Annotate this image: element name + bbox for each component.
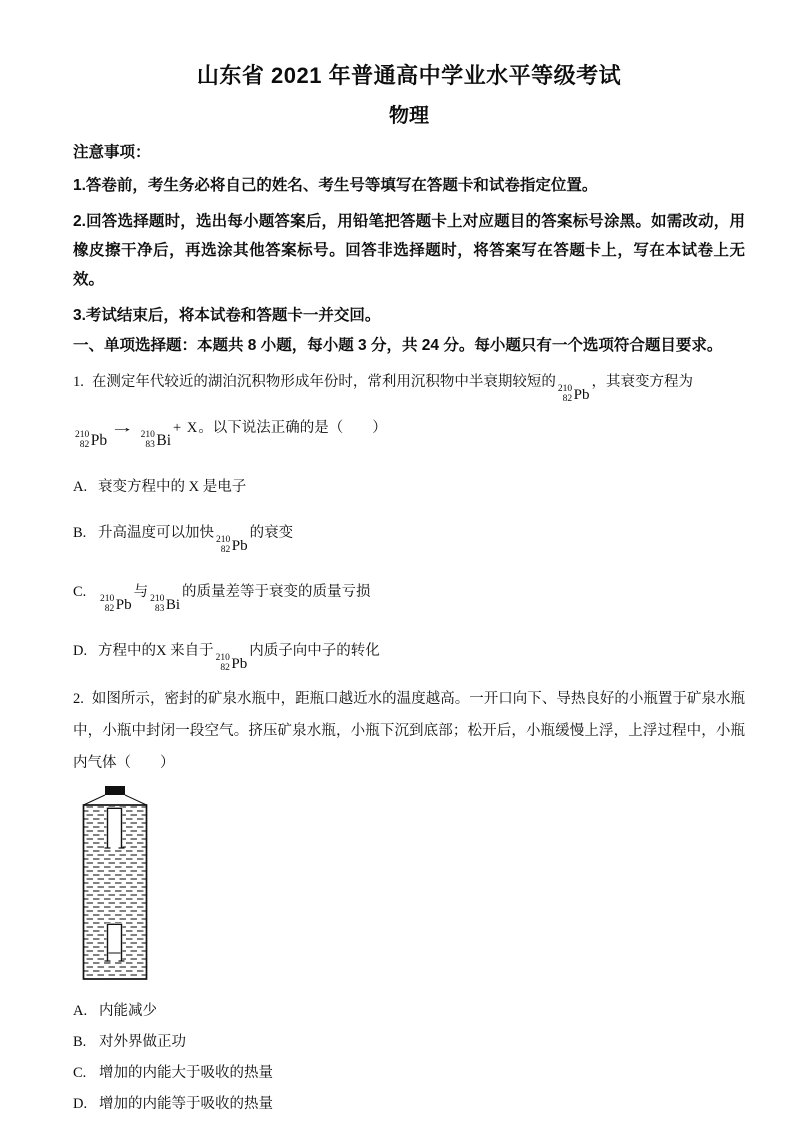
option-label: B. (73, 1033, 87, 1050)
question-1-option-b (73, 521, 745, 558)
option-label: C. (73, 583, 87, 600)
question-2-figure (82, 785, 148, 988)
option-text-tail: 的衰变 (249, 524, 294, 541)
element-symbol: Pb (90, 431, 108, 449)
mass-number: 210 (140, 429, 155, 440)
small-bottle-upper (105, 807, 125, 848)
question-1-stem (73, 370, 745, 407)
element-symbol: Pb (573, 386, 590, 403)
page-title: 山东省 2021 年普通高中学业水平等级考试 (196, 63, 622, 88)
nuclide-numbers (150, 595, 164, 615)
nuclide-numbers (216, 536, 230, 556)
question-2-stem-text: 如图所示，密封的矿泉水瓶中，距瓶口越近水的温度越高。一开口向下、导热良好的小瓶置于矿泉水瓶中，小瓶中封闭一段空气。挤压矿泉水瓶，小瓶下沉到底部；松开后，小瓶缓慢上浮，上浮过程中，小瓶内气体（ ） (73, 690, 745, 771)
section-1-heading: 一、单项选择题：本题共 8 小题，每小题 3 分，共 24 分。每小题只有一个选项符合题目要求。 (73, 337, 723, 354)
notice-item-1: 1.答卷前，考生务必将自己的姓名、考生号等填写在答题卡和试卷指定位置。 (73, 177, 598, 194)
option-label: A. (73, 1002, 88, 1019)
question-2-option-a (73, 996, 745, 1027)
nuclide-pb-210-82 (75, 429, 107, 453)
question-1-stem-text: 在测定年代较近的湖泊沉积物形成年份时，常利用沉积物中半衰期较短的 (91, 374, 556, 390)
question-2 (73, 683, 745, 1120)
nuclide-numbers (75, 431, 89, 451)
nuclide-numbers (216, 654, 230, 674)
equation-question-text: 。以下说法正确的是（ ） (198, 419, 387, 436)
nuclide-numbers (558, 385, 572, 405)
nuclide-pb-210-82 (100, 593, 132, 617)
option-text: 增加的内能大于吸收的热量 (99, 1064, 273, 1081)
nuclide-bi-210-83 (141, 429, 171, 453)
atomic-number: 83 (154, 603, 165, 614)
element-symbol: Pb (231, 655, 248, 672)
atomic-number: 82 (220, 544, 231, 555)
question-2-option-d (73, 1089, 745, 1120)
question-1-option-a (73, 475, 745, 499)
atomic-number: 82 (104, 603, 115, 614)
question-2-option-c (73, 1058, 745, 1089)
nuclide-numbers (100, 595, 114, 615)
option-text-mid: 与 (133, 583, 149, 600)
nuclide-numbers (141, 431, 155, 451)
notice-heading: 注意事项： (73, 144, 151, 161)
mass-number: 210 (215, 652, 230, 663)
mass-number: 210 (100, 593, 115, 604)
option-label: D. (73, 642, 88, 659)
question-1 (73, 370, 745, 676)
atomic-number: 82 (562, 393, 573, 404)
nuclide-pb-210-82 (216, 652, 248, 676)
bottle-cap (105, 786, 125, 795)
mass-number: 210 (75, 429, 90, 440)
mineral-water-bottle-diagram (82, 785, 148, 983)
option-text: 衰变方程中的 X 是电子 (98, 478, 247, 495)
question-1-option-c (73, 580, 745, 617)
option-label: C. (73, 1064, 87, 1081)
element-symbol: Pb (231, 537, 248, 554)
atomic-number: 82 (220, 662, 230, 673)
element-symbol: Bi (156, 431, 172, 449)
option-text: 对外界做正功 (99, 1033, 186, 1050)
plus-x-term: + X (173, 419, 199, 436)
question-1-option-d (73, 639, 745, 676)
bottle-neck-left (84, 795, 106, 805)
small-bottle-lower (105, 923, 125, 961)
bottle-neck-right (125, 795, 147, 805)
atomic-number: 83 (145, 439, 155, 450)
option-label: D. (73, 1095, 88, 1112)
question-2-stem (73, 683, 745, 779)
element-symbol: Pb (115, 596, 132, 613)
option-label: A. (73, 478, 88, 495)
atomic-number: 82 (79, 439, 90, 450)
option-text: 升高温度可以加快 (98, 524, 214, 541)
notice-item-2: 2.回答选择题时，选出每小题答案后，用铅笔把答题卡上对应题目的答案标号涂黑。如需改动，用橡皮擦干净后，再选涂其他答案标号。回答非选择题时，将答案写在答题卡上，写在本试卷上无效。 (73, 213, 745, 288)
decay-equation (73, 416, 745, 453)
option-text: 方程中的X 来自于 (98, 642, 214, 659)
option-text-tail: 的质量差等于衰变的质量亏损 (182, 583, 371, 600)
element-symbol: Bi (165, 596, 181, 613)
option-text: 增加的内能等于吸收的热量 (99, 1095, 273, 1112)
question-2-options (73, 996, 745, 1120)
nuclide-bi-210-83 (150, 593, 180, 617)
option-label: B. (73, 524, 87, 541)
subject-title: 物理 (389, 105, 429, 127)
nuclide-pb-210-82 (216, 534, 248, 558)
nuclide-pb-210-82 (558, 383, 590, 407)
question-2-number: 2. (73, 690, 84, 707)
question-1-number: 1. (73, 374, 84, 390)
mass-number: 210 (557, 384, 573, 394)
option-text-tail: 内质子向中子的转化 (249, 642, 380, 659)
mass-number: 210 (150, 593, 165, 604)
question-2-option-b (73, 1027, 745, 1058)
notice-item-3: 3.考试结束后，将本试卷和答题卡一并交回。 (73, 307, 381, 324)
mass-number: 210 (216, 534, 231, 545)
option-text: 内能减少 (99, 1002, 157, 1019)
reaction-arrow: → (110, 419, 135, 436)
question-1-stem-tail: ，其衰变方程为 (591, 374, 693, 390)
